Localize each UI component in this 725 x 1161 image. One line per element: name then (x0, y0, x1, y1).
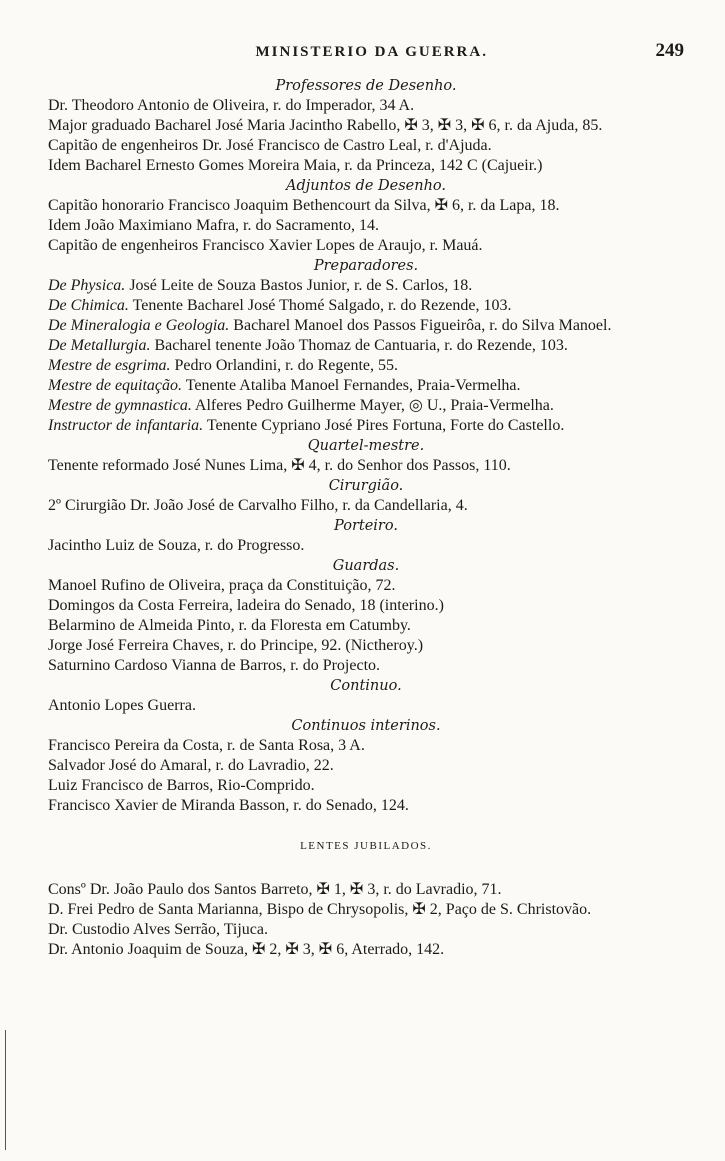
list-item: Tenente reformado José Nunes Lima, ✠ 4, r. do Senhor dos Passos, 110. (48, 457, 511, 474)
section-title: Guardas. (332, 558, 400, 574)
entry-lead: Mestre de gymnastica. (48, 397, 192, 414)
entry-lead: De Metallurgia. (48, 337, 151, 354)
entry-lead: Instructor de infantaria. (48, 417, 204, 434)
list-item (48, 276, 684, 296)
entry-text: Tenente Bacharel José Thomé Salgado, r. do Rezende, 103. (128, 297, 512, 314)
list-item: Domingos da Costa Ferreira, ladeira do Senado, 18 (interino.) (48, 597, 444, 614)
section-title: Adjuntos de Desenho. (286, 178, 446, 194)
list-item: Dr. Theodoro Antonio de Oliveira, r. do Imperador, 34 A. (48, 97, 415, 114)
list-item: Capitão de engenheiros Dr. José Francisco de Castro Leal, r. d'Ajuda. (48, 137, 492, 154)
list-item: Luiz Francisco de Barros, Rio-Comprido. (48, 777, 315, 794)
entry-lead: Mestre de esgrima. (48, 357, 171, 374)
list-item: Idem Bacharel Ernesto Gomes Moreira Maia, r. da Princeza, 142 C (Cajueir.) (48, 157, 543, 174)
entry-text: Bacharel Manoel dos Passos Figueirôa, r. do Silva Manoel. (229, 317, 612, 334)
entry-lead: De Physica. (48, 277, 126, 294)
section-title: Porteiro. (334, 518, 398, 534)
page (48, 40, 684, 960)
list-item (48, 356, 684, 376)
list-item (48, 416, 684, 436)
list-item: Saturnino Cardoso Vianna de Barros, r. do Projecto. (48, 657, 381, 674)
list-item (48, 396, 684, 416)
entry-text: Bacharel tenente João Thomaz de Cantuaria, r. do Rezende, 103. (150, 337, 568, 354)
list-item (48, 376, 684, 396)
list-item: Consº Dr. João Paulo dos Santos Barreto, ✠ 1, ✠ 3, r. do Lavradio, 71. (48, 881, 502, 898)
list-item: Jorge José Ferreira Chaves, r. do Principe, 92. (Nictheroy.) (48, 637, 424, 654)
section-title: Cirurgião. (328, 478, 404, 494)
entry-text: Pedro Orlandini, r. do Regente, 55. (170, 357, 399, 374)
entry-text: Tenente Ataliba Manoel Fernandes, Praia-Vermelha. (182, 377, 521, 394)
list-item: Belarmino de Almeida Pinto, r. da Floresta em Catumby. (48, 617, 411, 634)
list-item: Dr. Custodio Alves Serrão, Tijuca. (48, 921, 269, 938)
list-item: Capitão de engenheiros Francisco Xavier Lopes de Araujo, r. Mauá. (48, 237, 483, 254)
list-item (48, 296, 684, 316)
list-item: Salvador José do Amaral, r. do Lavradio, 22. (48, 757, 334, 774)
section-title: Continuo. (330, 678, 402, 694)
section-title: Professores de Desenho. (275, 78, 457, 94)
entry-lead: De Mineralogia e Geologia. (48, 317, 230, 334)
list-item (48, 316, 684, 336)
running-title: MINISTERIO DA GUERRA. (255, 44, 488, 60)
entry-text: Tenente Cypriano José Pires Fortuna, Forte do Castello. (203, 417, 565, 434)
list-item: Major graduado Bacharel José Maria Jacintho Rabello, ✠ 3, ✠ 3, ✠ 6, r. da Ajuda, 85. (48, 117, 603, 134)
section-title: Preparadores. (313, 258, 419, 274)
list-item: Francisco Xavier de Miranda Basson, r. do Senado, 124. (48, 797, 409, 814)
section-title: Continuos interinos. (291, 718, 441, 734)
margin-rule (5, 1030, 6, 1150)
entry-lead: Mestre de equitação. (48, 377, 183, 394)
list-item: Antonio Lopes Guerra. (48, 697, 196, 714)
list-item: D. Frei Pedro de Santa Marianna, Bispo de Chrysopolis, ✠ 2, Paço de S. Christovão. (48, 901, 592, 918)
list-item (48, 336, 684, 356)
entry-lead: De Chimica. (48, 297, 129, 314)
page-number: 249 (655, 40, 684, 61)
list-item: Dr. Antonio Joaquim de Souza, ✠ 2, ✠ 3, ✠ 6, Aterrado, 142. (48, 941, 445, 958)
list-item: Idem João Maximiano Mafra, r. do Sacramento, 14. (48, 217, 380, 234)
section-title: Quartel-mestre. (307, 438, 425, 454)
list-item: Manoel Rufino de Oliveira, praça da Constituição, 72. (48, 577, 396, 594)
list-item: Francisco Pereira da Costa, r. de Santa Rosa, 3 A. (48, 737, 365, 754)
list-item: Jacintho Luiz de Souza, r. do Progresso. (48, 537, 305, 554)
list-item: Capitão honorario Francisco Joaquim Bethencourt da Silva, ✠ 6, r. da Lapa, 18. (48, 197, 560, 214)
entry-text: José Leite de Souza Bastos Junior, r. de S. Carlos, 18. (125, 277, 473, 294)
entry-text: Alferes Pedro Guilherme Mayer, ◎ U., Praia-Vermelha. (191, 397, 554, 414)
section-title: LENTES JUBILADOS. (300, 840, 432, 852)
list-item: 2º Cirurgião Dr. João José de Carvalho Filho, r. da Candellaria, 4. (48, 497, 468, 514)
page-header (48, 40, 684, 76)
